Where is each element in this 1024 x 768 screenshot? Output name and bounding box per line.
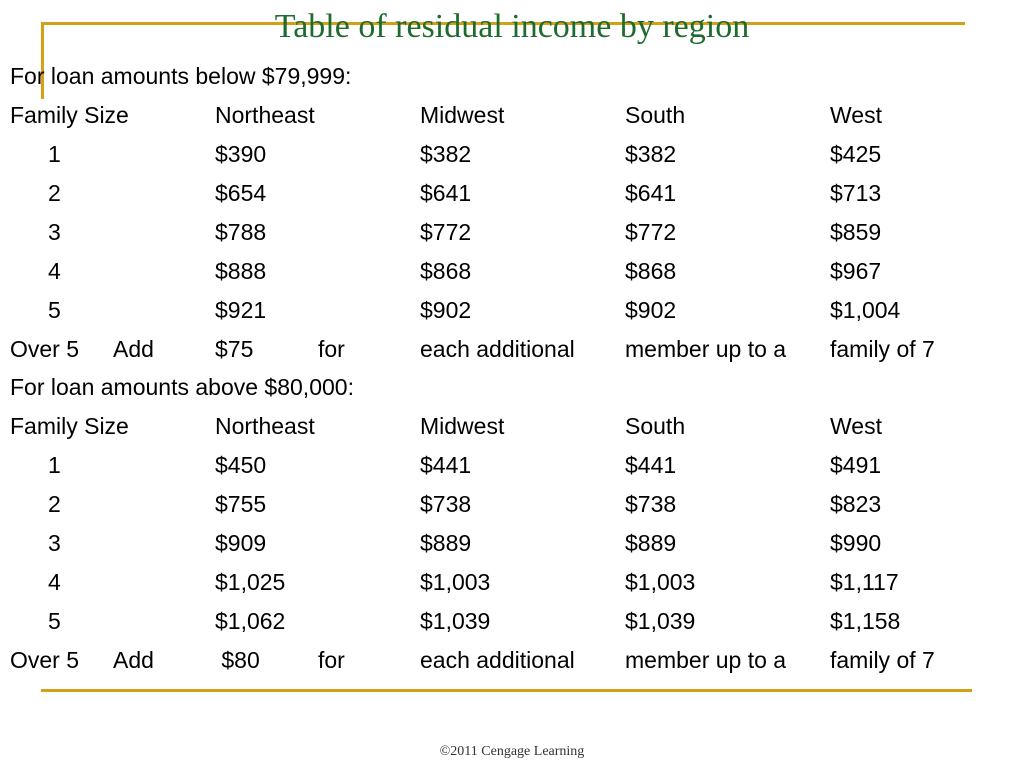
northeast-cell: $1,025	[215, 569, 286, 595]
header-south: South	[625, 413, 686, 439]
over-label: Over 5	[10, 336, 80, 362]
west-cell: $823	[830, 491, 882, 517]
south-cell: $868	[625, 258, 677, 284]
midwest-cell: $772	[420, 219, 472, 245]
slide-title: Table of residual income by region	[274, 8, 750, 45]
for-label: for	[318, 336, 345, 362]
family-size-cell: 4	[48, 258, 61, 284]
section1-header-row	[0, 101, 1024, 140]
for-label: for	[318, 647, 345, 673]
family-size-cell: 5	[48, 297, 61, 323]
header-west: West	[830, 413, 882, 439]
south-cell: $441	[625, 452, 677, 478]
section2-header-row	[0, 412, 1024, 451]
family-size-cell: 5	[48, 608, 61, 634]
south-cell: $738	[625, 491, 677, 517]
northeast-cell: $755	[215, 491, 267, 517]
table-row	[0, 490, 1024, 529]
south-cell: $772	[625, 219, 677, 245]
south-cell: $382	[625, 141, 677, 167]
header-family-size: Family Size	[10, 102, 129, 128]
midwest-cell: $902	[420, 297, 472, 323]
south-cell: $1,003	[625, 569, 696, 595]
midwest-cell: $1,039	[420, 608, 491, 634]
northeast-cell: $450	[215, 452, 267, 478]
midwest-cell: $889	[420, 530, 472, 556]
table-row	[0, 257, 1024, 296]
header-midwest: Midwest	[420, 102, 505, 128]
south-cell: $902	[625, 297, 677, 323]
northeast-cell: $921	[215, 297, 267, 323]
table-row	[0, 140, 1024, 179]
header-northeast: Northeast	[215, 102, 315, 128]
northeast-cell: $909	[215, 530, 267, 556]
section2-over-row	[0, 646, 1024, 685]
section1-heading: For loan amounts below $79,999:	[10, 63, 352, 89]
west-cell: $990	[830, 530, 882, 556]
south-cell: $641	[625, 180, 677, 206]
west-cell: $967	[830, 258, 882, 284]
family-size-cell: 3	[48, 219, 61, 245]
table-row	[0, 218, 1024, 257]
west-cell: $1,004	[830, 297, 901, 323]
table-row	[0, 529, 1024, 568]
additional-text-3: family of 7	[830, 647, 935, 673]
west-cell: $713	[830, 180, 882, 206]
northeast-cell: $654	[215, 180, 267, 206]
family-size-cell: 4	[48, 569, 61, 595]
west-cell: $491	[830, 452, 882, 478]
table-row	[0, 568, 1024, 607]
section1-heading-row	[0, 62, 1024, 101]
add-label: Add	[113, 336, 154, 362]
header-midwest: Midwest	[420, 413, 505, 439]
additional-text-2: member up to a	[625, 336, 787, 362]
additional-text-2: member up to a	[625, 647, 787, 673]
header-northeast: Northeast	[215, 413, 315, 439]
header-west: West	[830, 102, 882, 128]
additional-text-3: family of 7	[830, 336, 935, 362]
header-south: South	[625, 102, 686, 128]
bottom-accent-line	[41, 689, 972, 692]
midwest-cell: $868	[420, 258, 472, 284]
family-size-cell: 2	[48, 180, 61, 206]
additional-amount: $80	[215, 647, 260, 673]
west-cell: $1,117	[830, 569, 899, 595]
midwest-cell: $441	[420, 452, 472, 478]
table-row	[0, 451, 1024, 490]
additional-text-1: each additional	[420, 647, 575, 673]
section2-heading: For loan amounts above $80,000:	[10, 374, 354, 400]
header-family-size: Family Size	[10, 413, 129, 439]
table-row	[0, 607, 1024, 646]
south-cell: $1,039	[625, 608, 696, 634]
over-label: Over 5	[10, 647, 80, 673]
south-cell: $889	[625, 530, 677, 556]
additional-text-1: each additional	[420, 336, 575, 362]
table-row	[0, 179, 1024, 218]
midwest-cell: $738	[420, 491, 472, 517]
midwest-cell: $382	[420, 141, 472, 167]
northeast-cell: $390	[215, 141, 267, 167]
northeast-cell: $1,062	[215, 608, 286, 634]
family-size-cell: 3	[48, 530, 61, 556]
section1-over-row	[0, 335, 1024, 374]
midwest-cell: $1,003	[420, 569, 491, 595]
west-cell: $859	[830, 219, 882, 245]
section2-heading-row	[0, 373, 1024, 412]
family-size-cell: 1	[48, 452, 61, 478]
add-label: Add	[113, 647, 154, 673]
northeast-cell: $888	[215, 258, 267, 284]
table-row	[0, 296, 1024, 335]
northeast-cell: $788	[215, 219, 267, 245]
additional-amount: $75	[215, 336, 254, 362]
family-size-cell: 2	[48, 491, 61, 517]
west-cell: $425	[830, 141, 882, 167]
west-cell: $1,158	[830, 608, 901, 634]
copyright-footer: ©2011 Cengage Learning	[439, 744, 585, 759]
family-size-cell: 1	[48, 141, 61, 167]
midwest-cell: $641	[420, 180, 472, 206]
